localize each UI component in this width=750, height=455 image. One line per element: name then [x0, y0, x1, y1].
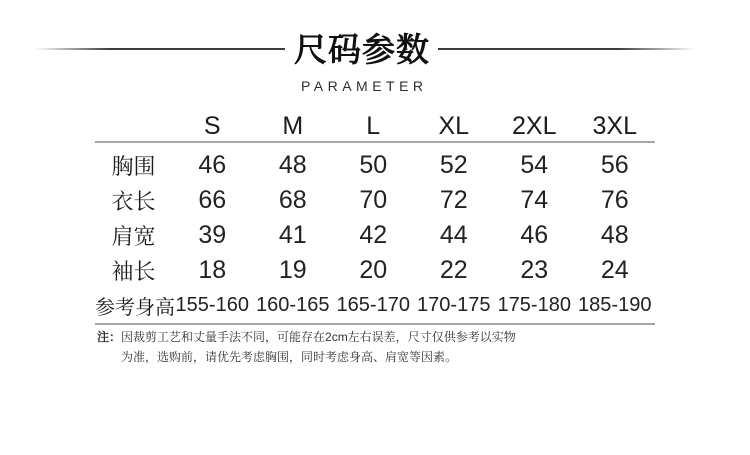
page-title: 尺码参数 — [294, 31, 430, 68]
title-decor-line-left — [35, 48, 285, 50]
cell-value: 165-170 — [336, 294, 410, 316]
size-header-l: L — [366, 112, 381, 140]
cell-value: 44 — [439, 221, 468, 249]
cell-value: 70 — [359, 186, 388, 214]
table-row-chest — [95, 148, 655, 183]
note-prefix: 注： — [97, 330, 122, 344]
size-header-3xl: 3XL — [592, 112, 637, 140]
cell-value: 160-165 — [256, 294, 330, 316]
note-lines — [121, 327, 516, 367]
cell-value: 170-175 — [417, 294, 491, 316]
cell-value: 42 — [359, 221, 388, 249]
size-header-m: M — [282, 112, 304, 140]
cell-value: 66 — [198, 186, 227, 214]
cell-value: 48 — [278, 151, 307, 179]
table-row-sleeve — [95, 253, 655, 288]
measurement-note — [97, 327, 516, 367]
cell-value: 56 — [600, 151, 629, 179]
cell-value: 68 — [278, 186, 307, 214]
size-table — [95, 112, 655, 325]
table-row-height-range — [95, 288, 655, 323]
cell-value: 24 — [600, 256, 629, 284]
note-line-2: 为准，选购前，请优先考虑胸围，同时考虑身高、肩宽等因素。 — [121, 350, 458, 364]
cell-value: 23 — [520, 256, 549, 284]
cell-value: 19 — [278, 256, 307, 284]
cell-value: 46 — [198, 151, 227, 179]
cell-value: 20 — [359, 256, 388, 284]
cell-value: 54 — [520, 151, 549, 179]
cell-value: 18 — [198, 256, 227, 284]
row-label-sleeve: 袖长 — [111, 259, 156, 284]
row-label-height-range: 参考身高 — [95, 297, 175, 319]
cell-value: 72 — [439, 186, 468, 214]
size-header-2xl: 2XL — [512, 112, 557, 140]
cell-value: 175-180 — [497, 294, 571, 316]
cell-value: 48 — [600, 221, 629, 249]
cell-value: 52 — [439, 151, 468, 179]
note-line-1: 因裁剪工艺和丈量手法不同，可能存在2cm左右误差，尺寸仅供参考以实物 — [121, 330, 516, 344]
cell-value: 50 — [359, 151, 388, 179]
row-label-length: 衣长 — [111, 189, 156, 214]
page-subtitle: PARAMETER — [300, 78, 428, 94]
table-row-length — [95, 183, 655, 218]
cell-value: 76 — [600, 186, 629, 214]
title-decor-line-right — [438, 48, 695, 50]
size-header-s: S — [203, 112, 221, 140]
table-row-shoulder — [95, 218, 655, 253]
cell-value: 46 — [520, 221, 549, 249]
row-label-shoulder: 肩宽 — [111, 224, 156, 249]
cell-value: 22 — [439, 256, 468, 284]
cell-value: 155-160 — [175, 294, 249, 316]
cell-value: 185-190 — [578, 294, 652, 316]
size-table-header-row — [95, 112, 655, 143]
cell-value: 41 — [278, 221, 307, 249]
row-label-chest: 胸围 — [111, 154, 156, 179]
size-table-body — [95, 143, 655, 325]
cell-value: 39 — [198, 221, 227, 249]
size-header-xl: XL — [438, 112, 470, 140]
cell-value: 74 — [520, 186, 549, 214]
